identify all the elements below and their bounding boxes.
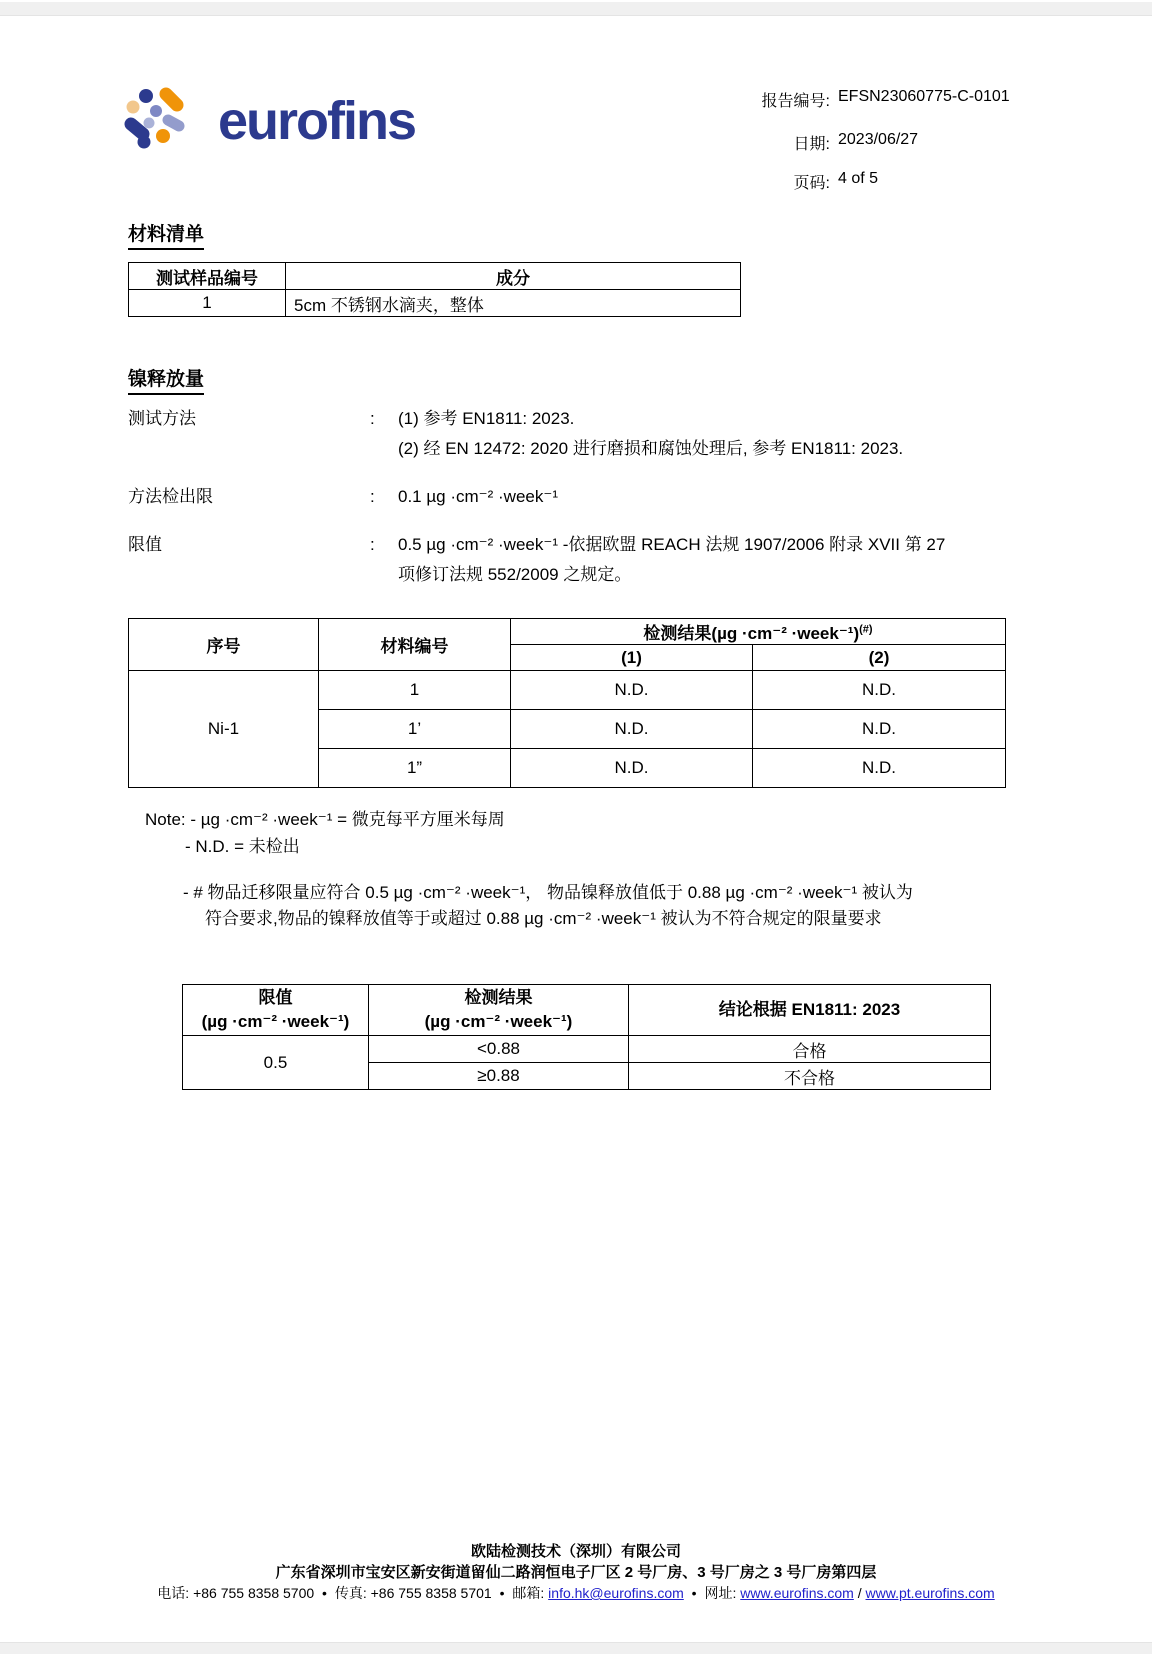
serial-number-cell: Ni-1 [129, 671, 319, 788]
material-cell: 1 [319, 671, 511, 710]
result2-cell: N.D. [753, 749, 1006, 788]
email-label: 邮箱: [512, 1585, 545, 1601]
result-col-header: 检测结果 (µg ·cm⁻² ·week⁻¹) [369, 985, 629, 1036]
test-method-line2: (2) 经 EN 12472: 2020 进行磨损和腐蚀处理后, 参考 EN1811: 2023. [398, 439, 904, 458]
test-method-row [128, 404, 1028, 464]
report-number-row [690, 88, 1020, 111]
nickel-release-title: 镍释放量 [128, 364, 204, 395]
hash-note-line2: 符合要求,物品的镍释放值等于或超过 0.88 µg ·cm⁻² ·week⁻¹ 被认为不符合规定的限量要求 [205, 909, 882, 928]
material-list-header-row [129, 263, 741, 290]
report-pageno-label: 页码: [793, 175, 830, 192]
fax-label: 传真: [334, 1585, 367, 1601]
report-pageno-value: 4 of 5 [838, 170, 879, 187]
colon: : [370, 487, 375, 506]
limit-value-cell: 0.5 [183, 1036, 369, 1090]
nickel-results-table [128, 618, 1006, 788]
footer-company-name: 欧陆检测技术（深圳）有限公司 [470, 1543, 681, 1560]
test-method-label: 测试方法 [128, 409, 196, 428]
eurofins-logo [110, 80, 415, 162]
separator-dot: • [499, 1585, 505, 1601]
result2-cell: N.D. [753, 710, 1006, 749]
sample-number-cell: 1 [129, 290, 286, 317]
phone-label: 电话: [157, 1585, 190, 1601]
limit-label: 限值 [128, 535, 162, 554]
results-header-row1 [129, 619, 1006, 645]
report-header-fields [690, 88, 1020, 213]
report-date-label: 日期: [793, 136, 830, 153]
email-link[interactable]: info.hk@eurofins.com [548, 1585, 684, 1601]
separator-dot: • [322, 1585, 327, 1601]
limit-line1: 0.5 µg ·cm⁻² ·week⁻¹ -依据欧盟 REACH 法规 1907/2006 附录 XVII 第 27 [398, 535, 946, 554]
result-range-cell: ≥0.88 [369, 1063, 629, 1090]
material-list-row [129, 290, 741, 317]
footer-contact-line [0, 1583, 1152, 1603]
material-number-header: 材料编号 [319, 619, 511, 671]
result-col-2-header: (2) [753, 645, 1006, 671]
report-date-row [690, 131, 1020, 154]
fax-number: +86 755 8358 5701 [370, 1585, 492, 1601]
sample-number-header: 测试样品编号 [129, 263, 286, 290]
conclusion-table [182, 984, 991, 1090]
hash-note [183, 880, 1013, 932]
composition-header: 成分 [286, 263, 741, 290]
notes [145, 806, 505, 860]
material-list-title: 材料清单 [128, 219, 204, 250]
detection-limit-row [128, 482, 1028, 512]
colon: : [370, 535, 375, 554]
report-date-value: 2023/06/27 [838, 131, 919, 148]
website-separator: / [857, 1585, 862, 1601]
result-range-cell: <0.88 [369, 1036, 629, 1063]
material-cell: 1’ [319, 710, 511, 749]
result2-cell: N.D. [753, 671, 1006, 710]
viewer-bottom-edge [0, 1642, 1152, 1654]
website-link-pt-eurofins[interactable]: www.pt.eurofins.com [865, 1585, 995, 1601]
limit-row [128, 530, 1028, 590]
results-row [129, 671, 1006, 710]
nickel-release-specs [128, 404, 1028, 590]
conclusion-col-header: 结论根据 EN1811: 2023 [629, 985, 991, 1036]
viewer-top-edge [0, 2, 1152, 16]
conclusion-row [183, 1036, 991, 1063]
result-col-1-header: (1) [511, 645, 753, 671]
material-list-table [128, 262, 741, 317]
conclusion-cell: 合格 [629, 1036, 991, 1063]
separator-dot: • [691, 1585, 697, 1601]
test-method-value [398, 404, 1028, 464]
test-result-header: 检测结果(µg ·cm⁻² ·week⁻¹)(#) [511, 619, 1006, 645]
conclusion-header-row [183, 985, 991, 1036]
result1-cell: N.D. [511, 749, 753, 788]
colon: : [370, 409, 375, 428]
material-cell: 1” [319, 749, 511, 788]
limit-value [398, 530, 1028, 590]
limit-col-header: 限值 (µg ·cm⁻² ·week⁻¹) [183, 985, 369, 1036]
result1-cell: N.D. [511, 710, 753, 749]
report-number-value: EFSN23060775-C-0101 [838, 88, 1010, 105]
eurofins-wordmark: eurofins [218, 91, 416, 151]
hash-note-line1: - # 物品迁移限量应符合 0.5 µg ·cm⁻² ·week⁻¹， 物品镍释放值低于 0.88 µg ·cm⁻² ·week⁻¹ 被认为 [183, 883, 913, 902]
detection-limit-label: 方法检出限 [128, 487, 213, 506]
note-unit-definition: Note: - µg ·cm⁻² ·week⁻¹ = 微克每平方厘米每周 [145, 810, 505, 829]
website-label: 网址: [704, 1585, 737, 1601]
composition-cell: 5cm 不锈钢水滴夹，整体 [286, 290, 741, 317]
report-number-label: 报告编号: [761, 93, 830, 110]
hash-superscript: (#) [859, 623, 873, 636]
test-method-line1: (1) 参考 EN1811: 2023. [398, 409, 575, 428]
detection-limit-value: 0.1 µg ·cm⁻² ·week⁻¹ [398, 487, 558, 506]
conclusion-cell: 不合格 [629, 1063, 991, 1090]
note-nd-definition: - N.D. = 未检出 [185, 837, 300, 856]
serial-number-header: 序号 [129, 619, 319, 671]
result1-cell: N.D. [511, 671, 753, 710]
footer-address: 广东省深圳市宝安区新安街道留仙二路润恒电子厂区 2 号厂房、3 号厂房之 3 号厂房第四层 [275, 1564, 877, 1581]
report-pageno-row [690, 170, 1020, 193]
limit-line2: 项修订法规 552/2009 之规定。 [398, 565, 632, 584]
website-link-eurofins[interactable]: www.eurofins.com [740, 1585, 854, 1601]
phone-number: +86 755 8358 5700 [193, 1585, 315, 1601]
eurofins-logo-icon [110, 80, 210, 162]
